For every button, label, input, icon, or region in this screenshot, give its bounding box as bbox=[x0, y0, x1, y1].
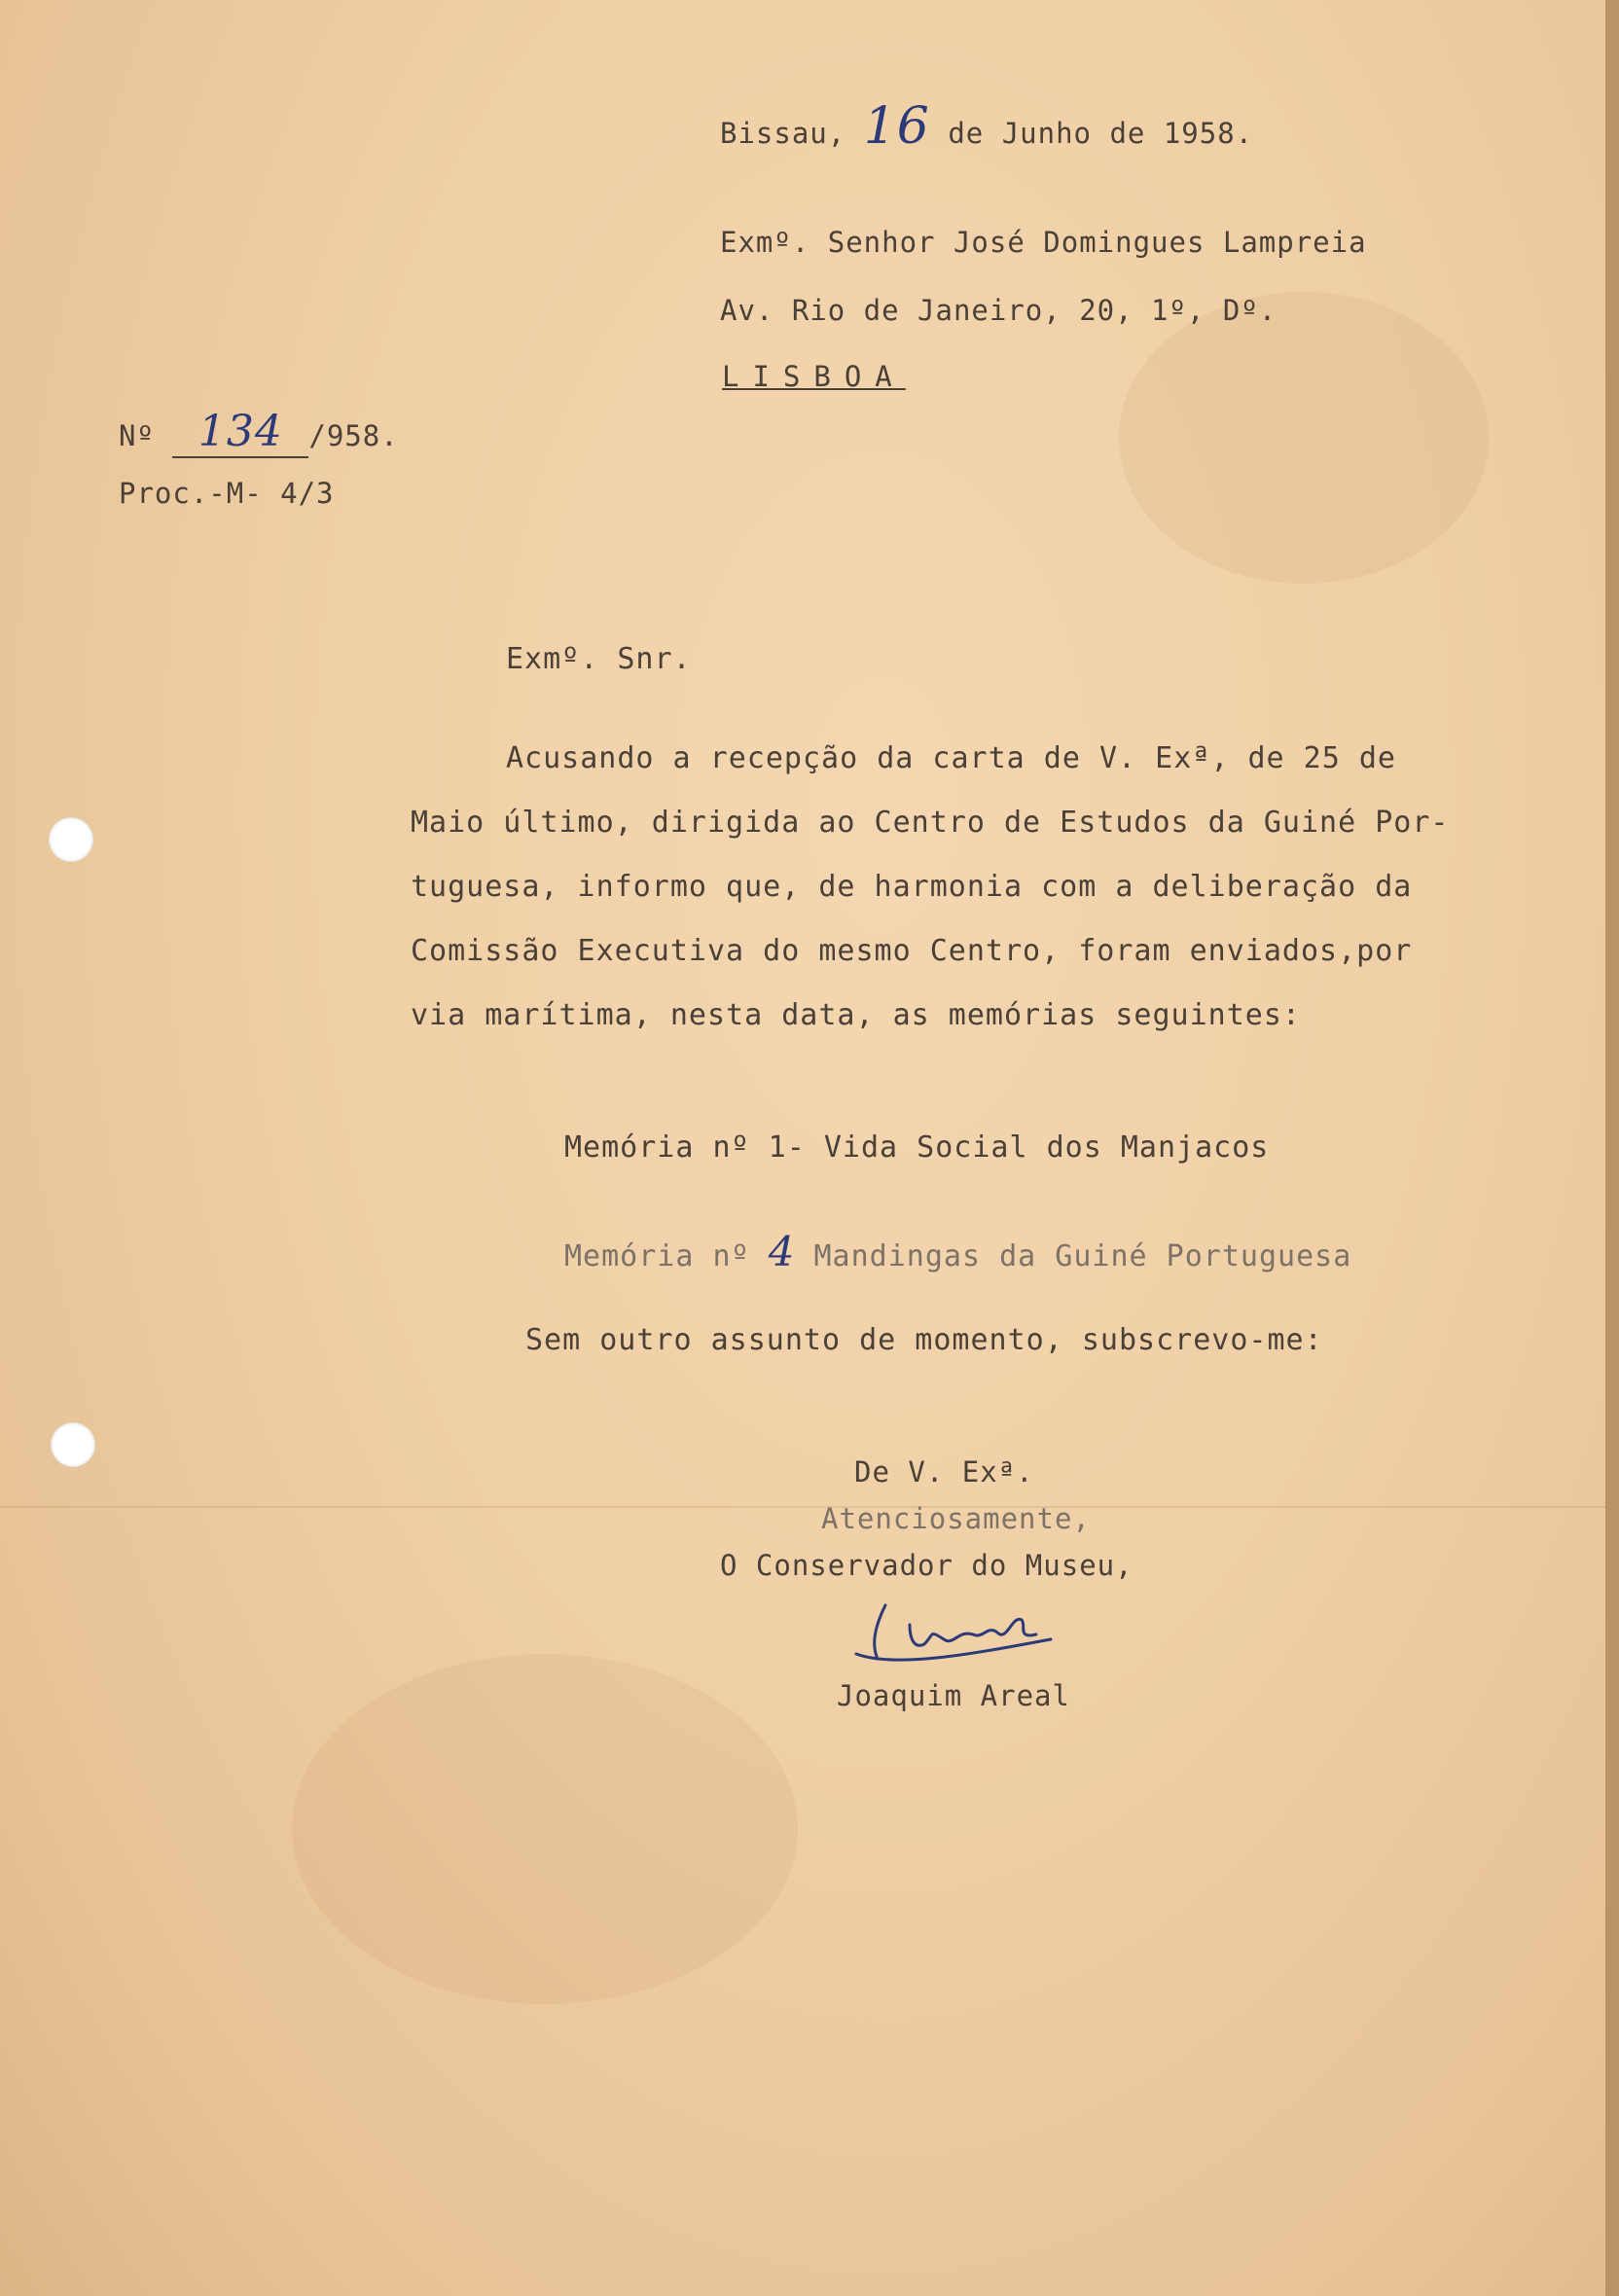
reference-proc: Proc.-M- 4/3 bbox=[119, 477, 335, 510]
signature-line1: De V. Exª. bbox=[854, 1455, 1034, 1489]
date-line bbox=[720, 97, 1253, 156]
body-line: tuguesa, informo que, de harmonia com a deliberação da bbox=[411, 870, 1413, 904]
date-day-handwritten: 16 bbox=[863, 97, 930, 156]
paper-stain bbox=[1119, 292, 1489, 584]
paper-stain bbox=[292, 1654, 798, 2004]
recipient-city: LISBOA bbox=[722, 360, 906, 393]
reference-number-handwritten: 134 bbox=[172, 407, 308, 458]
memoria-item-2 bbox=[564, 1228, 1351, 1275]
punch-hole bbox=[51, 1422, 95, 1467]
body-line: via marítima, nesta data, as memórias seguintes: bbox=[411, 998, 1301, 1032]
signature-line2: Atenciosamente, bbox=[821, 1502, 1091, 1535]
punch-hole bbox=[49, 817, 93, 862]
handwritten-signature bbox=[817, 1586, 1099, 1673]
recipient-line2: Av. Rio de Janeiro, 20, 1º, Dº. bbox=[720, 294, 1277, 327]
recipient-line1: Exmº. Senhor José Domingues Lampreia bbox=[720, 226, 1367, 259]
memoria-item-2-prefix: Memória nº bbox=[564, 1239, 750, 1274]
body-line: Maio último, dirigida ao Centro de Estudos da Guiné Por- bbox=[411, 806, 1450, 840]
salutation: Exmº. Snr. bbox=[506, 642, 692, 676]
reference-year: /958. bbox=[308, 419, 399, 452]
signatory-name: Joaquim Areal bbox=[837, 1679, 1070, 1712]
date-rest: de Junho de 1958. bbox=[948, 117, 1254, 150]
memoria-item-2-number-handwritten: 4 bbox=[768, 1228, 796, 1275]
reference-prefix: Nº bbox=[119, 419, 155, 452]
signature-line3: O Conservador do Museu, bbox=[720, 1549, 1133, 1582]
reference-number bbox=[119, 407, 399, 458]
memoria-item-1: Memória nº 1- Vida Social dos Manjacos bbox=[564, 1130, 1270, 1165]
date-place: Bissau, bbox=[720, 117, 846, 150]
body-line: Comissão Executiva do mesmo Centro, foram enviados,por bbox=[411, 934, 1413, 968]
signature-stroke bbox=[856, 1605, 1051, 1660]
closing-line: Sem outro assunto de momento, subscrevo-me: bbox=[525, 1323, 1323, 1357]
memoria-item-2-title: Mandingas da Guiné Portuguesa bbox=[813, 1239, 1352, 1274]
body-line: Acusando a recepção da carta de V. Exª, de 25 de bbox=[506, 741, 1396, 775]
paper-fold-line bbox=[0, 1506, 1605, 1508]
